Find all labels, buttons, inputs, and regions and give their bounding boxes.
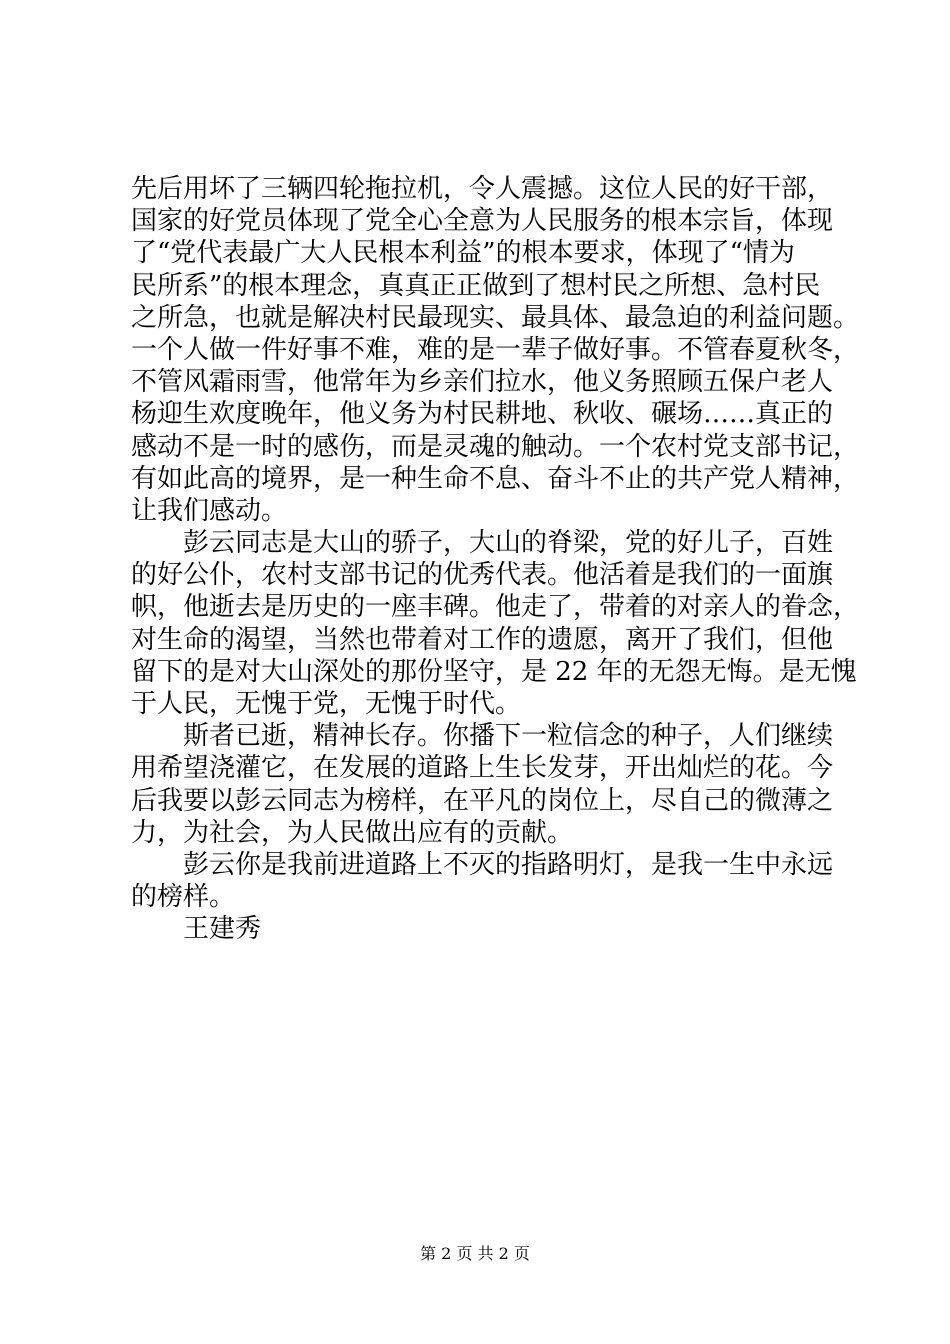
paragraph-start-line: 彭云你是我前进道路上不灭的指路明灯，是我一生中永远 — [183, 849, 834, 880]
paragraph-start-line: 斯者已逝，精神长存。你播下一粒信念的种子，人们继续 — [183, 721, 834, 752]
text-line: 留下的是对大山深处的那份坚守，是 22 年的无怨无悔。是无愧 — [131, 656, 857, 687]
author-signature: 王建秀 — [183, 914, 262, 945]
text-line: 用希望浇灌它，在发展的道路上生长发芽，开出灿烂的花。今 — [131, 753, 834, 784]
text-line: 一个人做一件好事不难，难的是一辈子做好事。不管春夏秋冬， — [131, 334, 860, 365]
page-footer: 第 2 页 共 2 页 — [420, 1244, 530, 1263]
text-line: 先后用坏了三辆四轮拖拉机，令人震撼。这位人民的好干部， — [131, 174, 834, 204]
text-line: 国家的好党员体现了党全心全意为人民服务的根本宗旨，体现 — [131, 206, 834, 237]
text-line: 于人民，无愧于党，无愧于时代。 — [131, 689, 522, 719]
text-line: 的好公仆，农村支部书记的优秀代表。他活着是我们的一面旗 — [131, 560, 834, 591]
text-line: 力，为社会，为人民做出应有的贡献。 — [131, 817, 574, 848]
text-line: 帜，他逝去是历史的一座丰碑。他走了，带着的对亲人的眷念， — [131, 592, 860, 623]
text-line: 感动不是一时的感伤，而是灵魂的触动。一个农村党支部书记， — [131, 431, 860, 462]
document-body — [131, 173, 860, 946]
text-line: 让我们感动。 — [131, 495, 288, 526]
text-line: 的榜样。 — [131, 882, 236, 913]
text-line: 了“党代表最广大人民根本利益”的根本要求，体现了“情为 — [131, 238, 795, 269]
text-line: 后我要以彭云同志为榜样，在平凡的岗位上，尽自己的微薄之 — [131, 785, 834, 816]
text-line: 杨迎生欢度晚年，他义务为村民耕地、秋收、碾场……真正的 — [131, 399, 834, 430]
text-line: 有如此高的境界，是一种生命不息、奋斗不止的共产党人精神， — [131, 463, 860, 494]
text-line: 民所系”的根本理念，真真正正做到了想村民之所想、急村民 — [131, 270, 821, 301]
paragraph-start-line: 彭云同志是大山的骄子，大山的脊梁，党的好儿子，百姓 — [183, 528, 834, 559]
text-line: 不管风霜雨雪，他常年为乡亲们拉水，他义务照顾五保户老人 — [131, 367, 834, 398]
text-line: 之所急，也就是解决村民最现实、最具体、最急迫的利益问题。 — [131, 302, 860, 333]
text-line: 对生命的渴望，当然也带着对工作的遗愿，离开了我们，但他 — [131, 624, 834, 655]
